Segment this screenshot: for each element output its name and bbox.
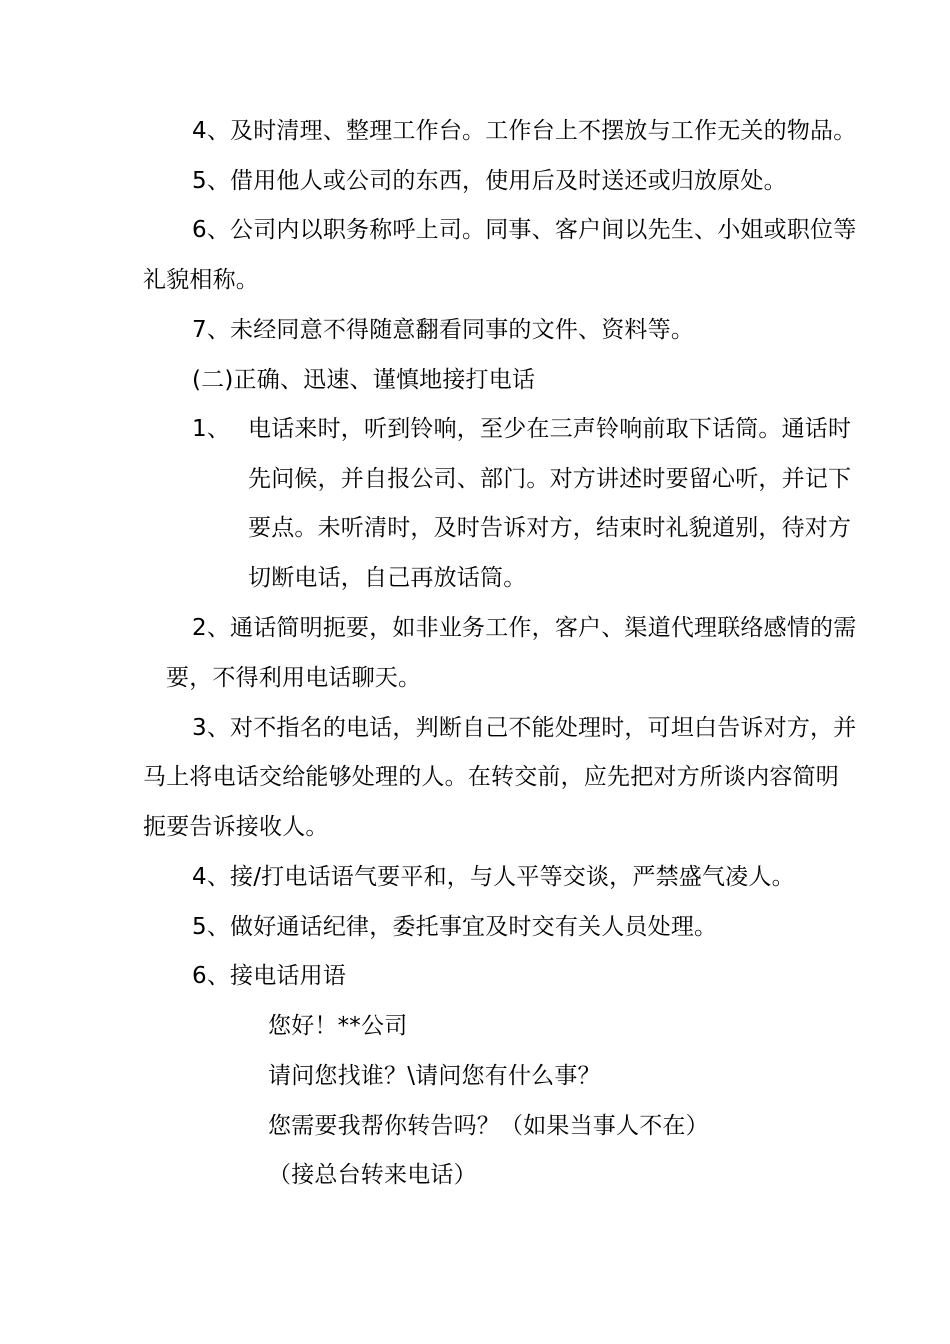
- phone-rule-5: 5、做好通话纪律，委托事宜及时交有关人员处理。: [192, 914, 718, 940]
- phone-rule-6-heading: 6、接电话用语: [192, 963, 347, 989]
- section-heading-phone: (二)正确、迅速、谨慎地接打电话: [192, 367, 536, 393]
- phone-phrase-greeting: 您好！**公司: [268, 1013, 408, 1039]
- phone-rule-1-line-3: 要点。未听清时，及时告诉对方，结束时礼貌道别，待对方: [248, 515, 852, 541]
- phone-rule-1-line-2: 先问候，并自报公司、部门。对方讲述时要留心听，并记下: [248, 466, 852, 492]
- rule-5-borrowing: 5、借用他人或公司的东西，使用后及时送还或归放原处。: [192, 168, 787, 194]
- phone-rule-3-line-3: 扼要告诉接收人。: [143, 814, 329, 840]
- phone-rule-4: 4、接/打电话语气要平和，与人平等交谈，严禁盛气凌人。: [192, 864, 795, 890]
- phone-rule-3-line-2: 马上将电话交给能够处理的人。在转交前，应先把对方所谈内容简明: [143, 764, 839, 790]
- phone-phrase-who: 请问您找谁？\请问您有什么事？: [268, 1063, 601, 1089]
- phone-rule-2-line-1: 2、通话简明扼要，如非业务工作，客户、渠道代理联络感情的需: [192, 615, 857, 641]
- phone-rule-2-line-2: 要，不得利用电话聊天。: [166, 665, 422, 691]
- rule-7-documents: 7、未经同意不得随意翻看同事的文件、资料等。: [192, 317, 695, 343]
- phone-phrase-message: 您需要我帮你转告吗？（如果当事人不在）: [268, 1113, 709, 1139]
- phone-rule-3-line-1: 3、对不指名的电话，判断自己不能处理时，可坦白告诉对方，并: [192, 715, 857, 741]
- phone-rule-1-number: 1、: [192, 416, 231, 442]
- rule-4-workbench: 4、及时清理、整理工作台。工作台上不摆放与工作无关的物品。: [192, 118, 857, 144]
- rule-6-address-line-2: 礼貌相称。: [143, 267, 259, 293]
- phone-rule-1-line-1: 电话来时，听到铃响，至少在三声铃响前取下话筒。通话时: [248, 416, 852, 442]
- phone-rule-1-line-4: 切断电话，自己再放话筒。: [248, 565, 527, 591]
- phone-phrase-transfer: （接总台转来电话）: [268, 1162, 477, 1188]
- rule-6-address-line-1: 6、公司内以职务称呼上司。同事、客户间以先生、小姐或职位等: [192, 217, 857, 243]
